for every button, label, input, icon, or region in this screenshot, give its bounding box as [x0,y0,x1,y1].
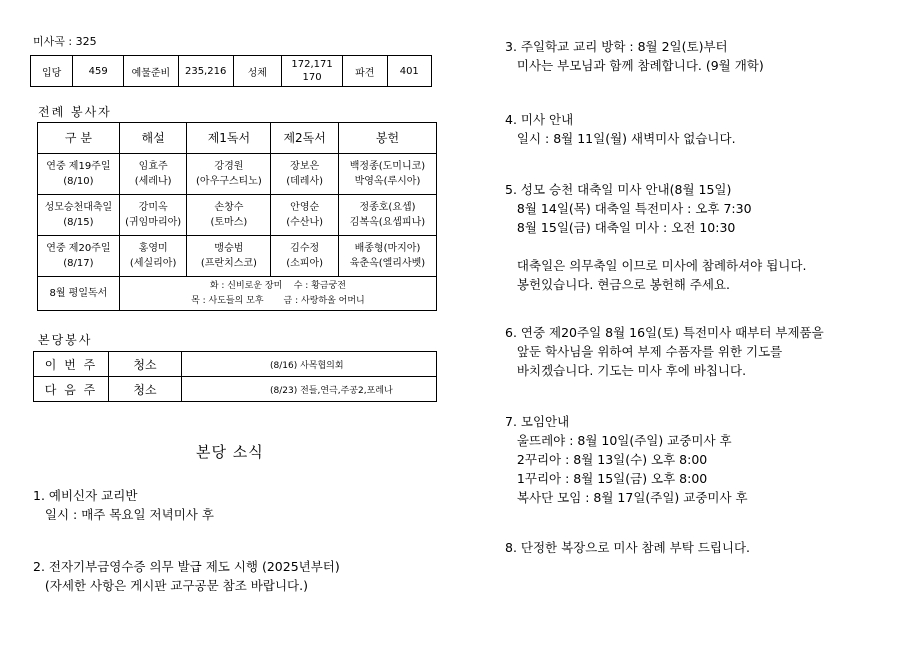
col-reading2: 제2독서 [271,123,339,154]
news-item-2 [33,557,340,595]
news-item-line [505,237,806,256]
row-commentator: 홍영미 (세실리아) [119,236,187,277]
table-row [34,377,437,402]
news-item-6 [505,323,824,380]
news-item-7 [505,412,748,507]
news-item-line: 미사는 부모님과 함께 참례합니다. (9월 개학) [505,58,764,73]
row-offering: 배종형(마지아) 육춘옥(엘리사벳) [338,236,436,277]
news-item-line: 일시 : 8월 11일(월) 새벽미사 없습니다. [505,131,736,146]
weekday-line-1: 화 : 신비로운 장미 수 : 황금궁전 [209,280,346,291]
row-label: 성모승천대축일 (8/15) [38,195,120,236]
row-reading2: 김수정 (소피아) [271,236,339,277]
table-row [34,352,437,377]
news-item-1 [33,486,214,524]
news-item-line: 대축일은 의무축일 이므로 미사에 참례하셔야 됩니다. [505,258,807,273]
task-label: 청소 [109,352,182,377]
news-item-line: (자세한 사항은 게시판 교구공문 참조 바랍니다.) [33,578,308,593]
task-assignee: (8/23) 전들,연극,주공2,포레나 [182,377,437,402]
news-item-line: 1꾸리아 : 8월 15일(금) 오후 8:00 [505,471,708,486]
hymn-cell-offertory-label: 예물준비 [124,56,179,87]
news-item-8 [505,538,750,557]
row-label: 연중 제20주일 (8/17) [38,236,120,277]
weekday-label: 8월 평일독서 [38,277,120,311]
hymn-cell-entrance-label: 입당 [31,56,73,87]
week-label: 다 음 주 [34,377,109,402]
news-title: 본당 소식 [196,443,264,461]
news-item-line: 2꾸리아 : 8월 13일(수) 오후 8:00 [505,452,708,467]
hymn-cell-entrance-no: 459 [73,56,124,87]
row-reading1: 손창수 (토마스) [187,195,271,236]
news-item-line: 바치겠습니다. 기도는 미사 후에 바칩니다. [505,363,747,378]
news-item-line: 봉헌있습니다. 현금으로 봉헌해 주세요. [505,277,730,292]
hymn-cell-dismissal-no: 401 [387,56,432,87]
news-item-head: 4. 미사 안내 [505,112,574,127]
servers-title: 전례 봉사자 [38,105,112,119]
news-item-head: 6. 연중 제20주일 8월 16일(토) 특전미사 때부터 부제품을 [505,325,824,340]
hymn-number: 미사곡 : 325 [33,35,97,48]
news-item-line: 일시 : 매주 목요일 저녁미사 후 [33,507,214,522]
parish-service-title: 본당봉사 [38,333,93,347]
hymn-cell-communion-no: 172,171 170 [282,56,343,87]
col-offering: 봉헌 [338,123,436,154]
servers-header-row [38,123,437,154]
news-item-3 [505,37,764,75]
week-label: 이 번 주 [34,352,109,377]
table-row [38,236,437,277]
row-offering: 백정종(도미니코) 박영옥(루시아) [338,154,436,195]
hymn-cell-offertory-no: 235,216 [178,56,233,87]
news-item-head: 1. 예비신자 교리반 [33,488,138,503]
col-category: 구 분 [38,123,120,154]
news-item-line: 8월 15일(금) 대축일 미사 : 오전 10:30 [505,220,736,235]
row-reading1: 강경원 (아우구스티노) [187,154,271,195]
row-reading2: 장보은 (데레사) [271,154,339,195]
news-item-head: 8. 단정한 복장으로 미사 참례 부탁 드립니다. [505,540,751,555]
row-reading2: 안영순 (수산나) [271,195,339,236]
table-row [38,154,437,195]
news-item-4 [505,110,736,148]
col-commentator: 해설 [119,123,187,154]
weekday-line-2: 목 : 사도들의 모후 금 : 사랑하올 어머니 [191,295,365,306]
news-item-head: 7. 모임안내 [505,414,570,429]
news-item-head: 2. 전자기부금영수증 의무 발급 제도 시행 (2025년부터) [33,559,340,574]
news-item-line: 복사단 모임 : 8월 17일(주일) 교중미사 후 [505,490,748,505]
hymn-table [30,55,432,87]
servers-table [37,122,437,311]
news-item-head: 3. 주일학교 교리 방학 : 8월 2일(토)부터 [505,39,728,54]
row-commentator: 강미옥 (귀임마리아) [119,195,187,236]
task-assignee: (8/16) 사목협의회 [182,352,437,377]
task-label: 청소 [109,377,182,402]
news-item-line: 울뜨레야 : 8월 10일(주일) 교중미사 후 [505,433,732,448]
news-item-line: 8월 14일(목) 대축일 특전미사 : 오후 7:30 [505,201,752,216]
hymn-cell-dismissal-label: 파견 [343,56,387,87]
row-commentator: 임효주 (세레나) [119,154,187,195]
news-item-head: 5. 성모 승천 대축일 미사 안내(8월 15일) [505,182,732,197]
table-row [38,277,437,311]
col-reading1: 제1독서 [187,123,271,154]
news-item-line: 앞둔 학사님을 위하여 부제 수품자를 위한 기도를 [505,344,783,359]
parish-service-table [33,351,437,402]
weekday-readings [119,277,436,311]
table-row [38,195,437,236]
hymn-cell-communion-label: 성체 [233,56,282,87]
news-item-5 [505,180,806,294]
row-reading1: 맹승범 (프란치스코) [187,236,271,277]
row-offering: 정종호(요셉) 김복옥(요셉피나) [338,195,436,236]
row-label: 연중 제19주일 (8/10) [38,154,120,195]
